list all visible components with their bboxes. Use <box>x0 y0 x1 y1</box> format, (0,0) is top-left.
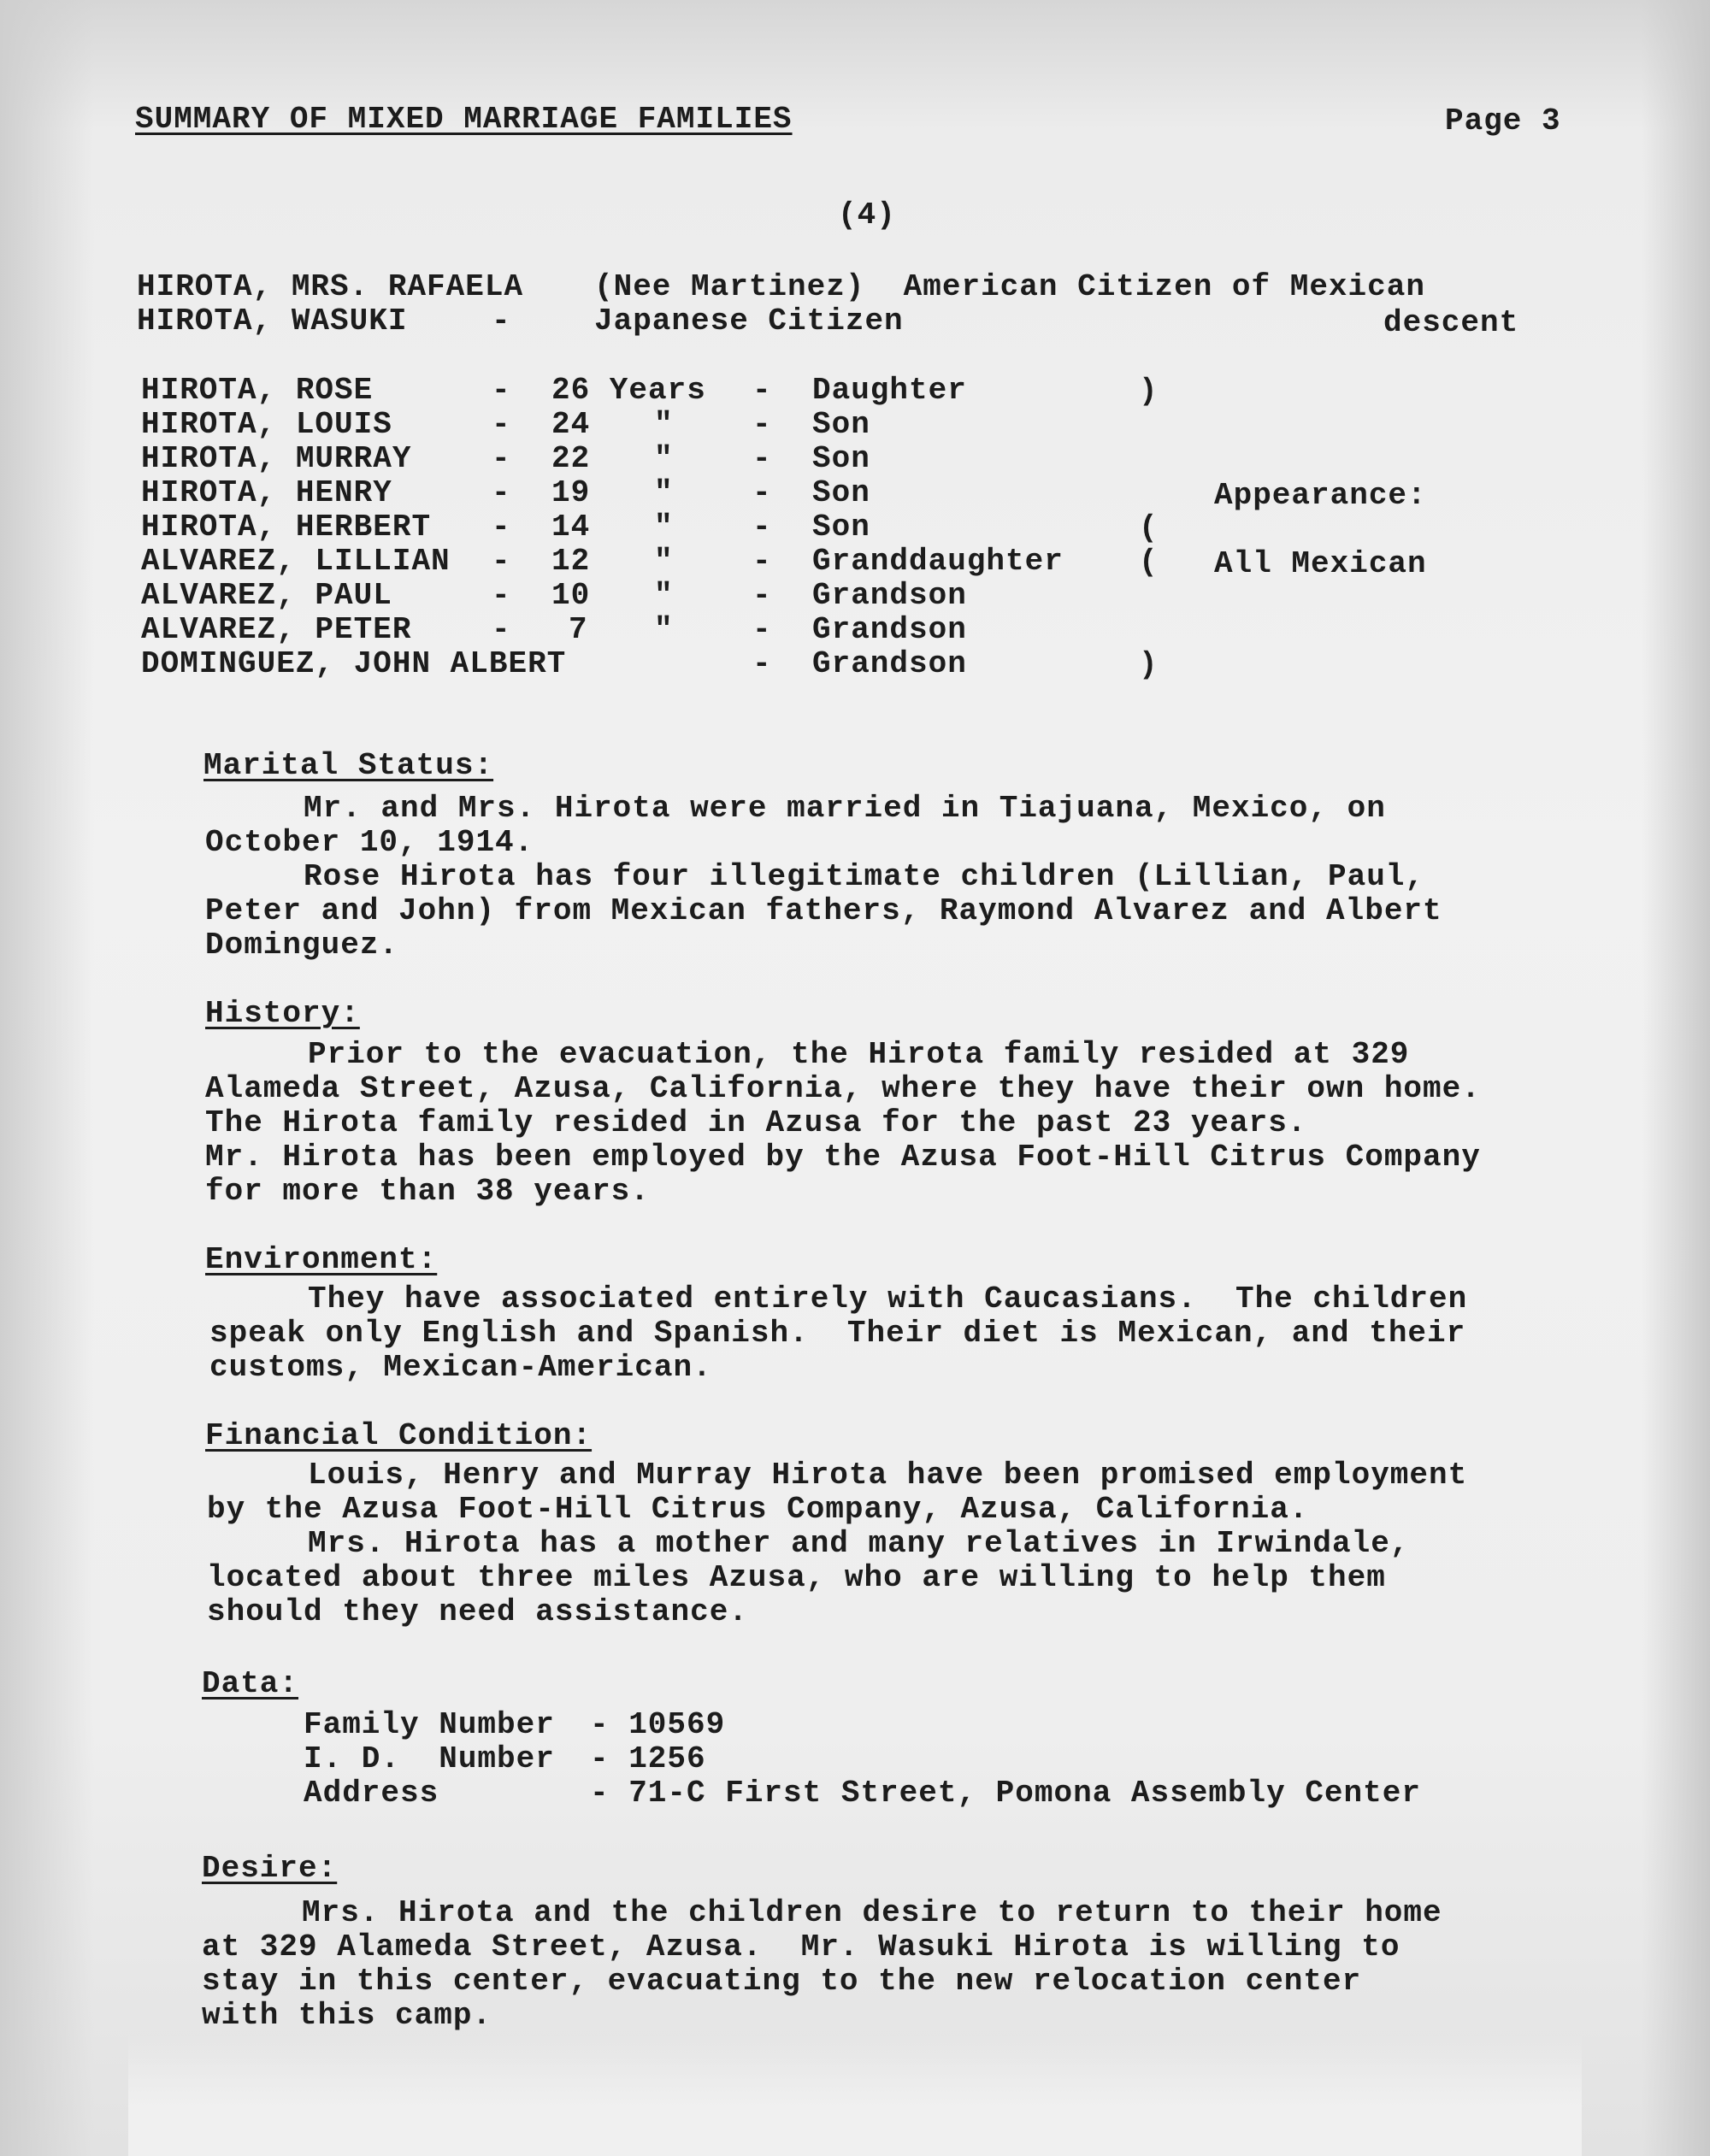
data-heading: Data: <box>202 1666 299 1701</box>
child-relation: Son <box>812 407 870 442</box>
history-line: Alameda Street, Azusa, California, where they have their own home. <box>205 1071 1481 1106</box>
family-number-value: - 10569 <box>590 1707 726 1742</box>
id-number-label: I. D. Number <box>304 1741 555 1776</box>
child-relation: Son <box>812 441 870 476</box>
financial-heading: Financial Condition: <box>205 1418 593 1453</box>
child-name: DOMINGUEZ, JOHN ALBERT <box>141 646 567 681</box>
id-number-value: - 1256 <box>590 1741 706 1776</box>
child-dash: - <box>492 441 511 476</box>
child-dash-2: - <box>752 475 772 510</box>
financial-line: Louis, Henry and Murray Hirota have been promised employment <box>308 1458 1468 1493</box>
ditto-mark: " <box>654 578 674 613</box>
ditto-mark: " <box>654 441 674 476</box>
child-relation: Grandson <box>812 646 967 681</box>
marital-line: Dominguez. <box>205 928 399 963</box>
desire-heading: Desire: <box>202 1851 338 1886</box>
ditto-mark: " <box>654 475 674 510</box>
child-dash: - <box>492 475 511 510</box>
environment-line: customs, Mexican-American. <box>209 1350 712 1385</box>
child-dash-2: - <box>752 407 772 442</box>
desire-line: with this camp. <box>202 1998 492 2033</box>
child-age: 12 <box>551 544 591 579</box>
financial-line: located about three miles Azusa, who are willing to help them <box>207 1560 1386 1595</box>
section-number: (4) <box>838 197 896 233</box>
parent-detail-2: Japanese Citizen <box>594 303 904 339</box>
parent-detail-1: (Nee Martinez) American Citizen of Mexican <box>594 269 1425 304</box>
child-name: ALVAREZ, PAUL <box>141 578 392 613</box>
child-dash: - <box>492 578 511 613</box>
address-value: - 71-C First Street, Pomona Assembly Center <box>590 1776 1421 1811</box>
child-age: 19 <box>551 475 591 510</box>
child-age: 7 <box>569 612 588 647</box>
child-age: 22 <box>551 441 591 476</box>
financial-line: Mrs. Hirota has a mother and many relatives in Irwindale, <box>308 1526 1410 1561</box>
child-dash-2: - <box>752 646 772 681</box>
child-relation: Grandson <box>812 612 967 647</box>
child-dash-2: - <box>752 612 772 647</box>
ditto-mark: " <box>654 544 674 579</box>
ditto-mark: " <box>654 510 674 545</box>
child-dash: - <box>492 373 511 408</box>
child-relation: Grandson <box>812 578 967 613</box>
environment-heading: Environment: <box>205 1242 438 1277</box>
child-dash: - <box>492 612 511 647</box>
ditto-mark: " <box>654 407 674 442</box>
history-line: for more than 38 years. <box>205 1174 650 1209</box>
child-name: HIROTA, LOUIS <box>141 407 392 442</box>
child-dash-2: - <box>752 544 772 579</box>
child-dash: - <box>492 544 511 579</box>
desire-line: Mrs. Hirota and the children desire to return to their home <box>302 1895 1442 1930</box>
child-name: ALVAREZ, PETER <box>141 612 412 647</box>
child-name: HIROTA, HENRY <box>141 475 392 510</box>
marital-line: Peter and John) from Mexican fathers, Raymond Alvarez and Albert <box>205 893 1442 928</box>
child-name: HIROTA, MURRAY <box>141 441 412 476</box>
family-number-label: Family Number <box>304 1707 555 1742</box>
appearance-label: Appearance: <box>1214 478 1427 513</box>
history-line: Prior to the evacuation, the Hirota family resided at 329 <box>308 1037 1410 1072</box>
financial-line: by the Azusa Foot-Hill Citrus Company, Azusa, California. <box>207 1492 1309 1527</box>
child-age: 24 <box>551 407 591 442</box>
document-title: SUMMARY OF MIXED MARRIAGE FAMILIES <box>135 102 793 137</box>
financial-line: should they need assistance. <box>207 1594 748 1629</box>
parent-descent: descent <box>1383 305 1519 340</box>
bracket-middle-1: ( <box>1139 510 1158 545</box>
history-line: The Hirota family resided in Azusa for the past 23 years. <box>205 1105 1307 1140</box>
bracket-bottom: ) <box>1139 647 1158 682</box>
child-age: 10 <box>551 578 591 613</box>
parent-dash-2: - <box>492 303 511 339</box>
child-relation: Daughter <box>812 373 967 408</box>
child-dash: - <box>492 407 511 442</box>
ditto-mark: " <box>654 612 674 647</box>
child-name: ALVAREZ, LILLIAN <box>141 544 451 579</box>
child-dash-2: - <box>752 578 772 613</box>
child-age: 14 <box>551 510 591 545</box>
child-name: HIROTA, HERBERT <box>141 510 432 545</box>
child-dash-2: - <box>752 373 772 408</box>
appearance-value: All Mexican <box>1214 546 1427 581</box>
parent-name-2: HIROTA, WASUKI <box>137 303 408 339</box>
bracket-middle-2: ( <box>1139 545 1158 580</box>
child-dash-2: - <box>752 510 772 545</box>
address-label: Address <box>304 1776 439 1811</box>
page-bottom-fade <box>128 2035 1582 2156</box>
marital-line: Rose Hirota has four illegitimate children (Lillian, Paul, <box>304 859 1425 894</box>
history-line: Mr. Hirota has been employed by the Azusa Foot-Hill Citrus Company <box>205 1140 1481 1175</box>
history-heading: History: <box>205 996 360 1031</box>
child-name: HIROTA, ROSE <box>141 373 374 408</box>
child-relation: Son <box>812 510 870 545</box>
environment-line: They have associated entirely with Caucasians. The children <box>308 1281 1468 1317</box>
child-relation: Son <box>812 475 870 510</box>
desire-line: at 329 Alameda Street, Azusa. Mr. Wasuki Hirota is willing to <box>202 1929 1400 1965</box>
marital-status-heading: Marital Status: <box>203 748 494 783</box>
marital-line: Mr. and Mrs. Hirota were married in Tiajuana, Mexico, on <box>304 791 1386 826</box>
child-relation: Granddaughter <box>812 544 1064 579</box>
child-dash-2: - <box>752 441 772 476</box>
child-age: 26 Years <box>551 373 706 408</box>
page-number: Page 3 <box>1445 103 1561 138</box>
environment-line: speak only English and Spanish. Their diet is Mexican, and their <box>209 1316 1466 1351</box>
bracket-top: ) <box>1139 374 1158 409</box>
desire-line: stay in this center, evacuating to the new relocation center <box>202 1964 1362 1999</box>
marital-line: October 10, 1914. <box>205 825 534 860</box>
parent-name-1: HIROTA, MRS. RAFAELA <box>137 269 524 304</box>
child-dash: - <box>492 510 511 545</box>
